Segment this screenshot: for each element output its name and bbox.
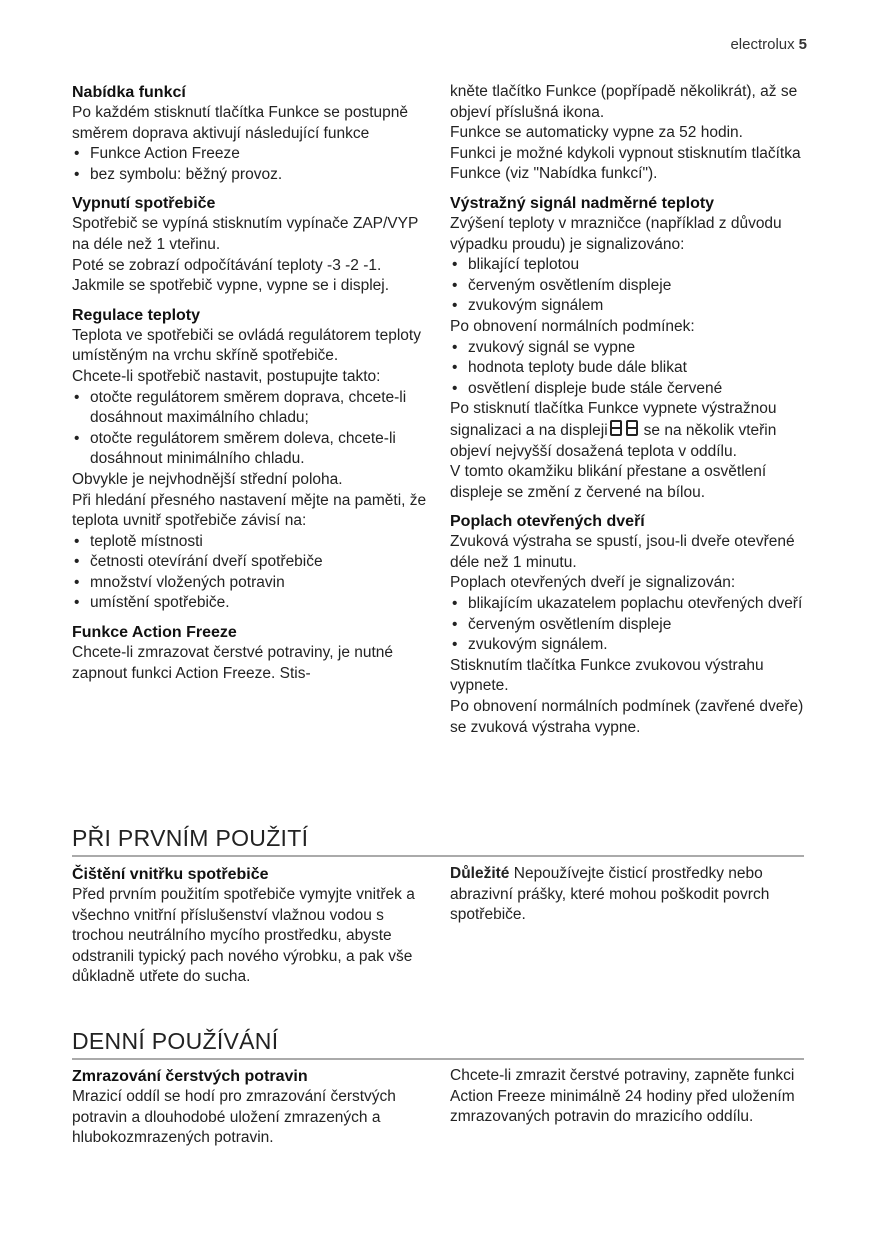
regulace-list-2 xyxy=(72,532,428,614)
list-item: • osvětlení displeje bude stále červené xyxy=(450,379,806,400)
regulace-p2: Chcete-li spotřebič nastavit, postupujte takto: xyxy=(72,367,381,385)
regulace-p4: Při hledání přesného nastavení mějte na paměti, že teplota uvnitř spotřebiče závisí na: xyxy=(72,491,427,530)
list-item: • množství vložených potravin xyxy=(72,573,428,594)
list-item: • umístění spotřebiče. xyxy=(72,593,428,614)
important-label: Důležité xyxy=(450,865,510,882)
first-use-left xyxy=(72,864,428,988)
nabidka-text: Po každém stisknutí tlačítka Funkce se postupně směrem doprava aktivují následující funkce xyxy=(72,104,409,142)
vystrazny-p2: Po obnovení normálních podmínek: xyxy=(450,317,695,335)
vystrazny-p3a: Po stisknutí tlačítka Funkce vypnete výstražnou signalizaci a na displeji xyxy=(450,400,777,439)
heading-poplach: Poplach otevřených dveří xyxy=(450,513,645,531)
heading-vystrazny: Výstražný signál nadměrné teploty xyxy=(450,194,715,212)
heading-vypnuti: Vypnutí spotřebiče xyxy=(72,195,216,213)
daily-use-left xyxy=(72,1066,428,1149)
continuation-p3: Funkci je možné kdykoli vypnout stisknutím tlačítka Funkce (viz "Nabídka funkcí"). xyxy=(450,144,801,183)
vypnuti-p3: Jakmile se spotřebič vypne, vypne se i displej. xyxy=(72,277,390,295)
poplach-p3: Stisknutím tlačítka Funkce zvukovou výstrahu vypnete. xyxy=(450,656,764,695)
left-column xyxy=(72,82,428,684)
nabidka-list xyxy=(72,144,428,185)
list-item: • zvukový signál se vypne xyxy=(450,338,806,359)
list-item: • hodnota teploty bude dále blikat xyxy=(450,358,806,379)
heading-regulace: Regulace teploty xyxy=(72,306,201,324)
vypnuti-p1: Spotřebič se vypíná stisknutím vypínače ZAP/VYP na déle než 1 vteřinu. xyxy=(72,215,419,253)
vystrazny-list-2 xyxy=(450,338,806,400)
cleaning-p1: Před prvním použitím spotřebiče vymyjte vnitřek a všechno vnitřní příslušenství vlažnou vodou s trochou neutrálního mycího prostředku, abyste odstranili typický pach nového výrobku, a pak vše důkladně utřete do sucha. xyxy=(72,886,415,986)
heading-cleaning: Čištění vnitřku spotřebiče xyxy=(72,866,269,883)
list-item: • červeným osvětlením displeje xyxy=(450,276,806,297)
heading-nabidka: Nabídka funkcí xyxy=(72,84,186,101)
poplach-p1: Zvuková výstraha se spustí, jsou-li dveře otevřené déle než 1 minutu. xyxy=(450,533,795,571)
list-item: • Funkce Action Freeze xyxy=(72,144,428,165)
right-column xyxy=(450,82,806,738)
important-text: Nepoužívejte čisticí prostředky nebo abrazivní prášky, které mohou poškodit povrch spotřebiče. xyxy=(450,865,770,924)
vypnuti-p2: Poté se zobrazí odpočítávání teploty -3 -2 -1. xyxy=(72,256,382,274)
regulace-p3: Obvykle je nejvhodnější střední poloha. xyxy=(72,470,343,488)
vystrazny-p4: V tomto okamžiku blikání přestane a osvětlení displeje se změní z červené na bílou. xyxy=(450,463,767,501)
display-88-icon xyxy=(610,420,642,438)
vystrazny-list-1 xyxy=(450,255,806,317)
section-title-daily-use: DENNÍ POUŽÍVÁNÍ xyxy=(72,1027,804,1060)
daily-use-right xyxy=(450,1066,806,1128)
freezing-p2: Chcete-li zmrazit čerstvé potraviny, zapněte funkci Action Freeze minimálně 24 hodiny před uložením zmrazovaných potravin do mrazicího oddílu. xyxy=(450,1067,795,1126)
regulace-p1: Teplota ve spotřebiči se ovládá regulátorem teploty umístěným na vrchu skříně spotřebiče. xyxy=(72,326,421,365)
list-item: • zvukovým signálem xyxy=(450,296,806,317)
list-item: • otočte regulátorem směrem doprava, chcete-li dosáhnout maximálního chladu; xyxy=(72,388,428,429)
page-number: 5 xyxy=(798,36,807,53)
page-header xyxy=(730,36,807,53)
list-item: • červeným osvětlením displeje xyxy=(450,615,806,636)
list-item: • blikající teplotou xyxy=(450,255,806,276)
important-note xyxy=(450,864,806,926)
heading-action-freeze: Funkce Action Freeze xyxy=(72,624,237,642)
freezing-p1: Mrazicí oddíl se hodí pro zmrazování čerstvých potravin a dlouhodobé uložení zmrazených a hlubokozmrazených potravin. xyxy=(72,1088,396,1147)
regulace-list-1 xyxy=(72,388,428,470)
brand-name: electrolux xyxy=(730,36,795,53)
heading-freezing: Zmrazování čerstvých potravin xyxy=(72,1068,308,1085)
poplach-list xyxy=(450,594,806,656)
vystrazny-p1: Zvýšení teploty v mrazničce (například z důvodu výpadku proudu) je signalizováno: xyxy=(450,214,782,253)
list-item: • blikajícím ukazatelem poplachu otevřených dveří xyxy=(450,594,806,615)
list-item: • zvukovým signálem. xyxy=(450,635,806,656)
continuation-p2: Funkce se automaticky vypne za 52 hodin. xyxy=(450,124,743,142)
list-item: • otočte regulátorem směrem doleva, chcete-li dosáhnout minimálního chladu. xyxy=(72,429,428,470)
action-freeze-p1: Chcete-li zmrazovat čerstvé potraviny, je nutné zapnout funkci Action Freeze. Stis- xyxy=(72,644,394,682)
list-item: • teplotě místnosti xyxy=(72,532,428,553)
poplach-p4: Po obnovení normálních podmínek (zavřené dveře) se zvuková výstraha vypne. xyxy=(450,698,804,736)
vystrazny-p3 xyxy=(450,399,806,462)
continuation-p1: kněte tlačítko Funkce (popřípadě několikrát), až se objeví příslušná ikona. xyxy=(450,83,798,121)
vystrazny-p3b: se na několik vteřin objeví nejvyšší dosažená teplota v oddílu. xyxy=(450,421,777,460)
first-use-right xyxy=(450,864,806,926)
section-title-first-use: PŘI PRVNÍM POUŽITÍ xyxy=(72,824,804,857)
list-item: • bez symbolu: běžný provoz. xyxy=(72,165,428,186)
list-item: • četnosti otevírání dveří spotřebiče xyxy=(72,552,428,573)
poplach-p2: Poplach otevřených dveří je signalizován: xyxy=(450,574,736,592)
